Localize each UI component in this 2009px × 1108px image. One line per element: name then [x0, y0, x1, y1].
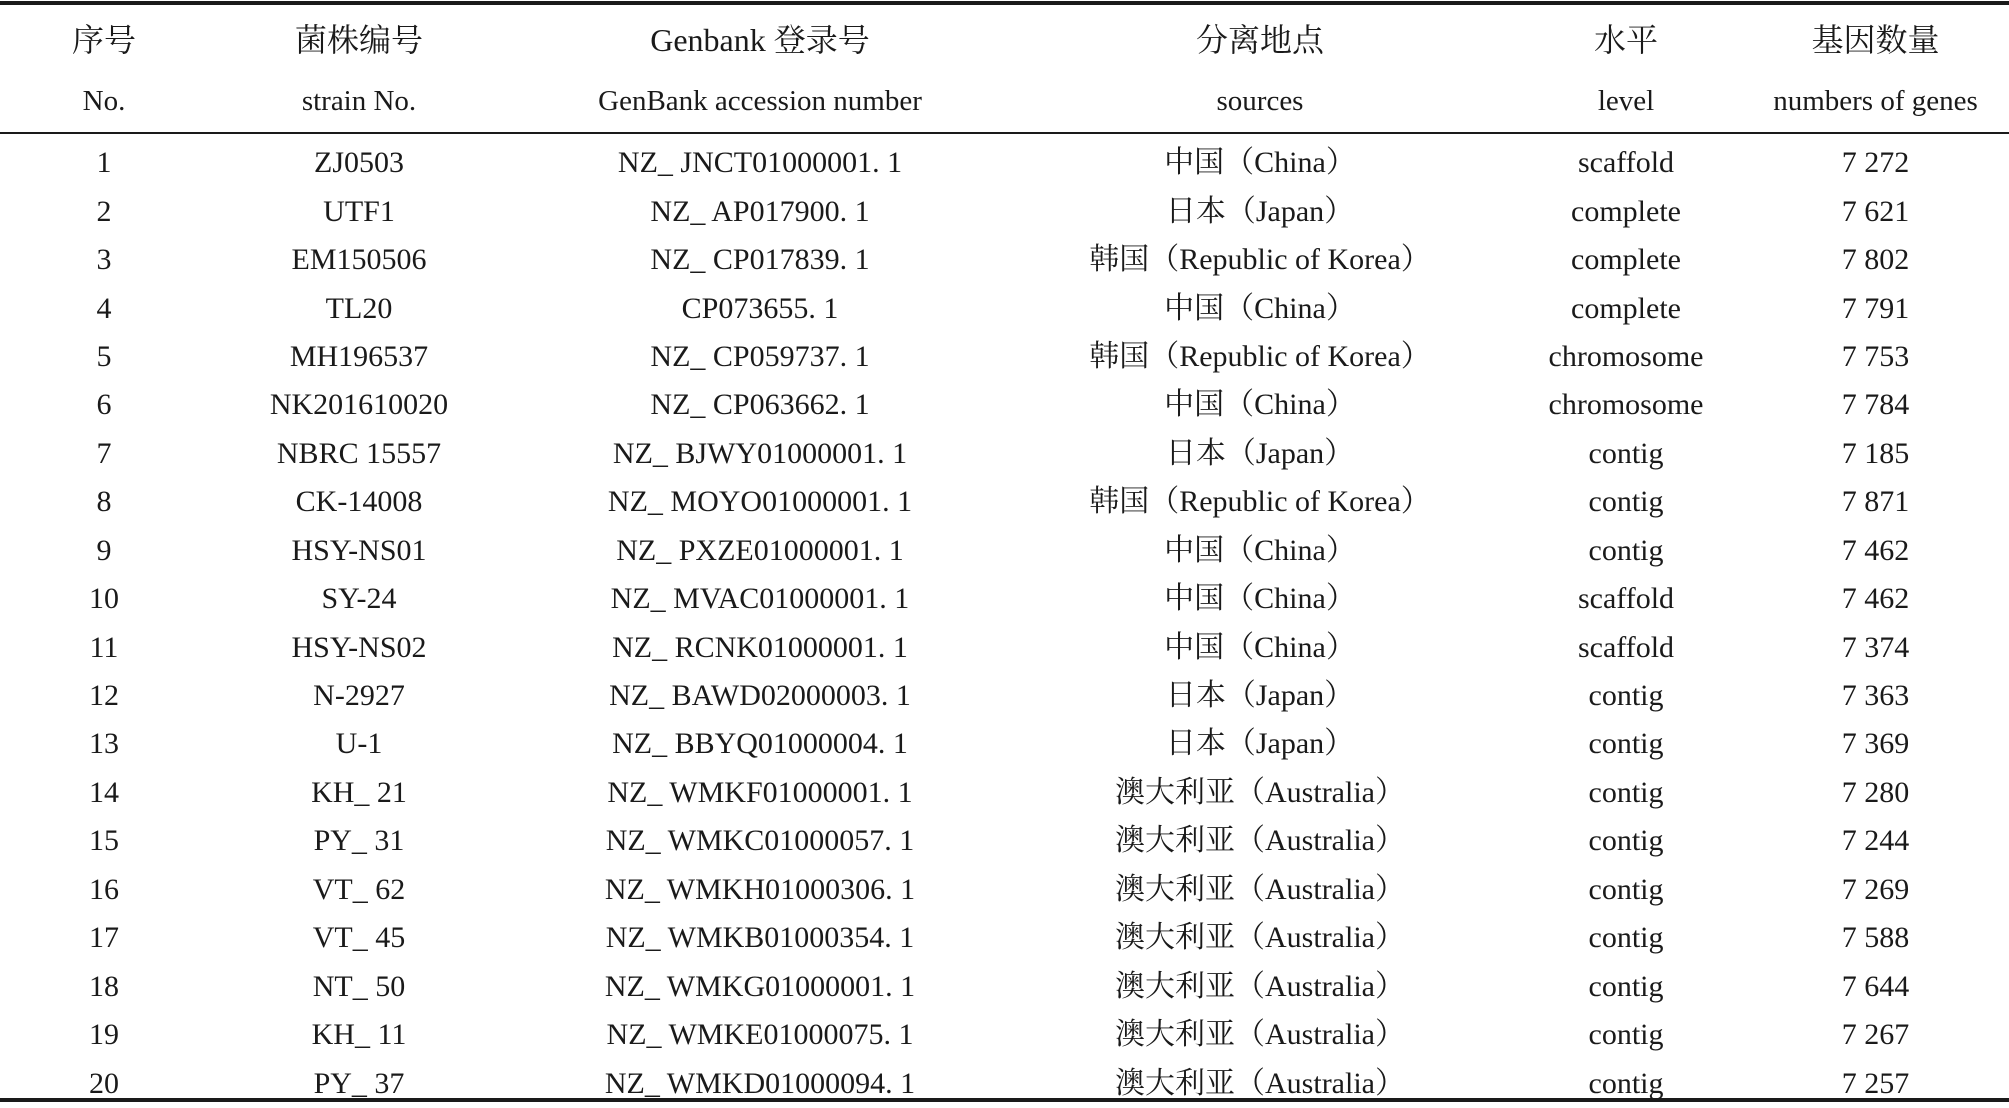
accession-cell: NZ_ CP063662. 1	[650, 388, 870, 422]
gene-count-cell: 7 185	[1841, 436, 1910, 470]
gene-count-cell: 7 269	[1841, 872, 1910, 906]
source-cell: 澳大利亚（Australia）	[1115, 1066, 1405, 1100]
strain-cell: ZJ0503	[314, 146, 404, 180]
accession-cell: NZ_ MOYO01000001. 1	[607, 485, 913, 519]
level-cell: complete	[1571, 291, 1681, 325]
accession-cell: NZ_ WMKE01000075. 1	[606, 1018, 914, 1052]
level-cell: chromosome	[1548, 388, 1704, 422]
source-cell: 日本（Japan）	[1165, 194, 1355, 228]
row-number-cell: 5	[96, 339, 112, 373]
header-number-zh: 序号	[71, 22, 136, 58]
table-row	[0, 430, 2009, 478]
table-row	[0, 623, 2009, 671]
table-row	[0, 672, 2009, 720]
level-cell: contig	[1588, 533, 1664, 567]
level-cell: contig	[1588, 679, 1664, 713]
accession-cell: NZ_ WMKC01000057. 1	[605, 824, 915, 858]
table-row	[0, 236, 2009, 284]
level-cell: contig	[1588, 775, 1664, 809]
row-number-cell: 2	[96, 194, 112, 228]
level-cell: scaffold	[1577, 146, 1675, 180]
gene-count-cell: 7 644	[1841, 969, 1910, 1003]
header-accession-zh: Genbank 登录号	[650, 22, 870, 58]
strain-cell: PY_ 31	[313, 824, 405, 858]
gene-count-cell: 7 871	[1841, 485, 1910, 519]
level-cell: scaffold	[1577, 630, 1675, 664]
header-row-chinese	[0, 5, 2009, 75]
strain-cell: N-2927	[313, 679, 405, 713]
gene-count-cell: 7 374	[1841, 630, 1910, 664]
header-level-en: level	[1597, 85, 1655, 117]
table-body	[0, 137, 2009, 1108]
level-cell: contig	[1588, 921, 1664, 955]
level-cell: contig	[1588, 485, 1664, 519]
row-number-cell: 4	[96, 291, 112, 325]
header-level-zh: 水平	[1593, 22, 1658, 58]
table-row	[0, 284, 2009, 332]
row-number-cell: 18	[89, 969, 119, 1003]
gene-count-cell: 7 791	[1841, 291, 1910, 325]
gene-count-cell: 7 784	[1841, 388, 1910, 422]
gene-count-cell: 7 244	[1841, 824, 1910, 858]
level-cell: contig	[1588, 872, 1664, 906]
table-row	[0, 1011, 2009, 1059]
accession-cell: NZ_ RCNK01000001. 1	[612, 630, 908, 664]
source-cell: 澳大利亚（Australia）	[1115, 969, 1405, 1003]
strain-cell: CK-14008	[295, 485, 423, 519]
strain-cell: TL20	[325, 291, 393, 325]
source-cell: 中国（China）	[1164, 146, 1356, 180]
row-number-cell: 13	[89, 727, 119, 761]
row-number-cell: 3	[96, 243, 112, 277]
level-cell: contig	[1588, 1066, 1664, 1100]
table-row	[0, 575, 2009, 623]
strain-cell: UTF1	[323, 194, 395, 228]
gene-count-cell: 7 272	[1841, 146, 1910, 180]
table-row	[0, 866, 2009, 914]
row-number-cell: 15	[89, 824, 119, 858]
table-row	[0, 1059, 2009, 1107]
accession-cell: NZ_ WMKB01000354. 1	[605, 921, 915, 955]
gene-count-cell: 7 588	[1841, 921, 1910, 955]
gene-count-cell: 7 621	[1841, 194, 1910, 228]
strain-cell: NT_ 50	[312, 969, 406, 1003]
strain-cell: VT_ 45	[312, 921, 406, 955]
source-cell: 澳大利亚（Australia）	[1115, 824, 1405, 858]
level-cell: chromosome	[1548, 339, 1704, 373]
gene-count-cell: 7 267	[1841, 1018, 1910, 1052]
level-cell: contig	[1588, 969, 1664, 1003]
header-strain-en: strain No.	[301, 85, 417, 117]
source-cell: 中国（China）	[1164, 291, 1356, 325]
row-number-cell: 20	[89, 1066, 119, 1100]
strain-cell: NK201610020	[269, 388, 449, 422]
source-cell: 澳大利亚（Australia）	[1115, 921, 1405, 955]
row-number-cell: 11	[89, 630, 119, 664]
level-cell: complete	[1571, 243, 1681, 277]
source-cell: 澳大利亚（Australia）	[1115, 1018, 1405, 1052]
header-number-en: No.	[82, 85, 126, 117]
source-cell: 韩国（Republic of Korea）	[1089, 339, 1431, 373]
table-row	[0, 914, 2009, 962]
source-cell: 日本（Japan）	[1165, 679, 1355, 713]
strain-cell: PY_ 37	[313, 1066, 405, 1100]
source-cell: 韩国（Republic of Korea）	[1089, 485, 1431, 519]
row-number-cell: 6	[96, 388, 112, 422]
gene-count-cell: 7 369	[1841, 727, 1910, 761]
gene-count-cell: 7 462	[1841, 582, 1910, 616]
source-cell: 澳大利亚（Australia）	[1115, 872, 1405, 906]
table-header	[0, 5, 2009, 137]
table-row	[0, 478, 2009, 526]
source-cell: 日本（Japan）	[1165, 436, 1355, 470]
level-cell: scaffold	[1577, 582, 1675, 616]
source-cell: 中国（China）	[1164, 388, 1356, 422]
row-number-cell: 17	[89, 921, 119, 955]
table-row	[0, 137, 2009, 187]
strain-cell: EM150506	[291, 243, 427, 277]
level-cell: contig	[1588, 727, 1664, 761]
table-row	[0, 817, 2009, 865]
level-cell: contig	[1588, 824, 1664, 858]
source-cell: 日本（Japan）	[1165, 727, 1355, 761]
strain-cell: U-1	[335, 727, 383, 761]
row-number-cell: 14	[89, 775, 119, 809]
header-row-english	[0, 75, 2009, 137]
row-number-cell: 9	[96, 533, 112, 567]
accession-cell: NZ_ WMKD01000094. 1	[604, 1066, 916, 1100]
header-source-zh: 分离地点	[1195, 22, 1324, 58]
table-row	[0, 527, 2009, 575]
level-cell: contig	[1588, 1018, 1664, 1052]
level-cell: complete	[1571, 194, 1681, 228]
header-strain-zh: 菌株编号	[294, 22, 423, 58]
accession-cell: NZ_ AP017900. 1	[650, 194, 870, 228]
strain-cell: HSY-NS01	[291, 533, 427, 567]
header-accession-en: GenBank accession number	[598, 85, 922, 117]
accession-cell: NZ_ WMKH01000306. 1	[604, 872, 916, 906]
row-number-cell: 8	[96, 485, 112, 519]
table-row	[0, 769, 2009, 817]
table-row	[0, 333, 2009, 381]
row-number-cell: 16	[89, 872, 119, 906]
accession-cell: NZ_ CP017839. 1	[650, 243, 870, 277]
accession-cell: NZ_ PXZE01000001. 1	[616, 533, 904, 567]
strain-cell: KH_ 11	[311, 1018, 407, 1052]
table-row	[0, 720, 2009, 768]
accession-cell: NZ_ JNCT01000001. 1	[617, 146, 903, 180]
strain-cell: VT_ 62	[312, 872, 406, 906]
strain-cell: MH196537	[289, 339, 429, 373]
gene-count-cell: 7 363	[1841, 679, 1910, 713]
row-number-cell: 1	[96, 146, 112, 180]
gene-count-cell: 7 280	[1841, 775, 1910, 809]
source-cell: 中国（China）	[1164, 630, 1356, 664]
strain-cell: SY-24	[321, 582, 397, 616]
source-cell: 澳大利亚（Australia）	[1115, 775, 1405, 809]
source-cell: 韩国（Republic of Korea）	[1089, 243, 1431, 277]
row-number-cell: 12	[89, 679, 119, 713]
accession-cell: NZ_ WMKG01000001. 1	[604, 969, 916, 1003]
accession-cell: NZ_ BBYQ01000004. 1	[612, 727, 908, 761]
gene-count-cell: 7 462	[1841, 533, 1910, 567]
row-number-cell: 19	[89, 1018, 119, 1052]
table-row	[0, 187, 2009, 235]
gene-count-cell: 7 753	[1841, 339, 1910, 373]
strain-cell: KH_ 21	[311, 775, 407, 809]
table-row	[0, 962, 2009, 1010]
source-cell: 中国（China）	[1164, 582, 1356, 616]
header-source-en: sources	[1216, 85, 1304, 117]
accession-cell: NZ_ BJWY01000001. 1	[612, 436, 908, 470]
accession-cell: CP073655. 1	[681, 291, 839, 325]
accession-cell: NZ_ CP059737. 1	[650, 339, 870, 373]
header-genes-en: numbers of genes	[1773, 85, 1978, 117]
gene-count-cell: 7 802	[1841, 243, 1910, 277]
strain-table	[0, 5, 2009, 1108]
strain-cell: HSY-NS02	[291, 630, 427, 664]
gene-count-cell: 7 257	[1841, 1066, 1910, 1100]
source-cell: 中国（China）	[1164, 533, 1356, 567]
strain-cell: NBRC 15557	[276, 436, 442, 470]
level-cell: contig	[1588, 436, 1664, 470]
accession-cell: NZ_ BAWD02000003. 1	[609, 679, 911, 713]
accession-cell: NZ_ WMKF01000001. 1	[607, 775, 913, 809]
header-genes-zh: 基因数量	[1811, 22, 1940, 58]
table-row	[0, 381, 2009, 429]
row-number-cell: 7	[96, 436, 112, 470]
accession-cell: NZ_ MVAC01000001. 1	[610, 582, 910, 616]
row-number-cell: 10	[89, 582, 119, 616]
